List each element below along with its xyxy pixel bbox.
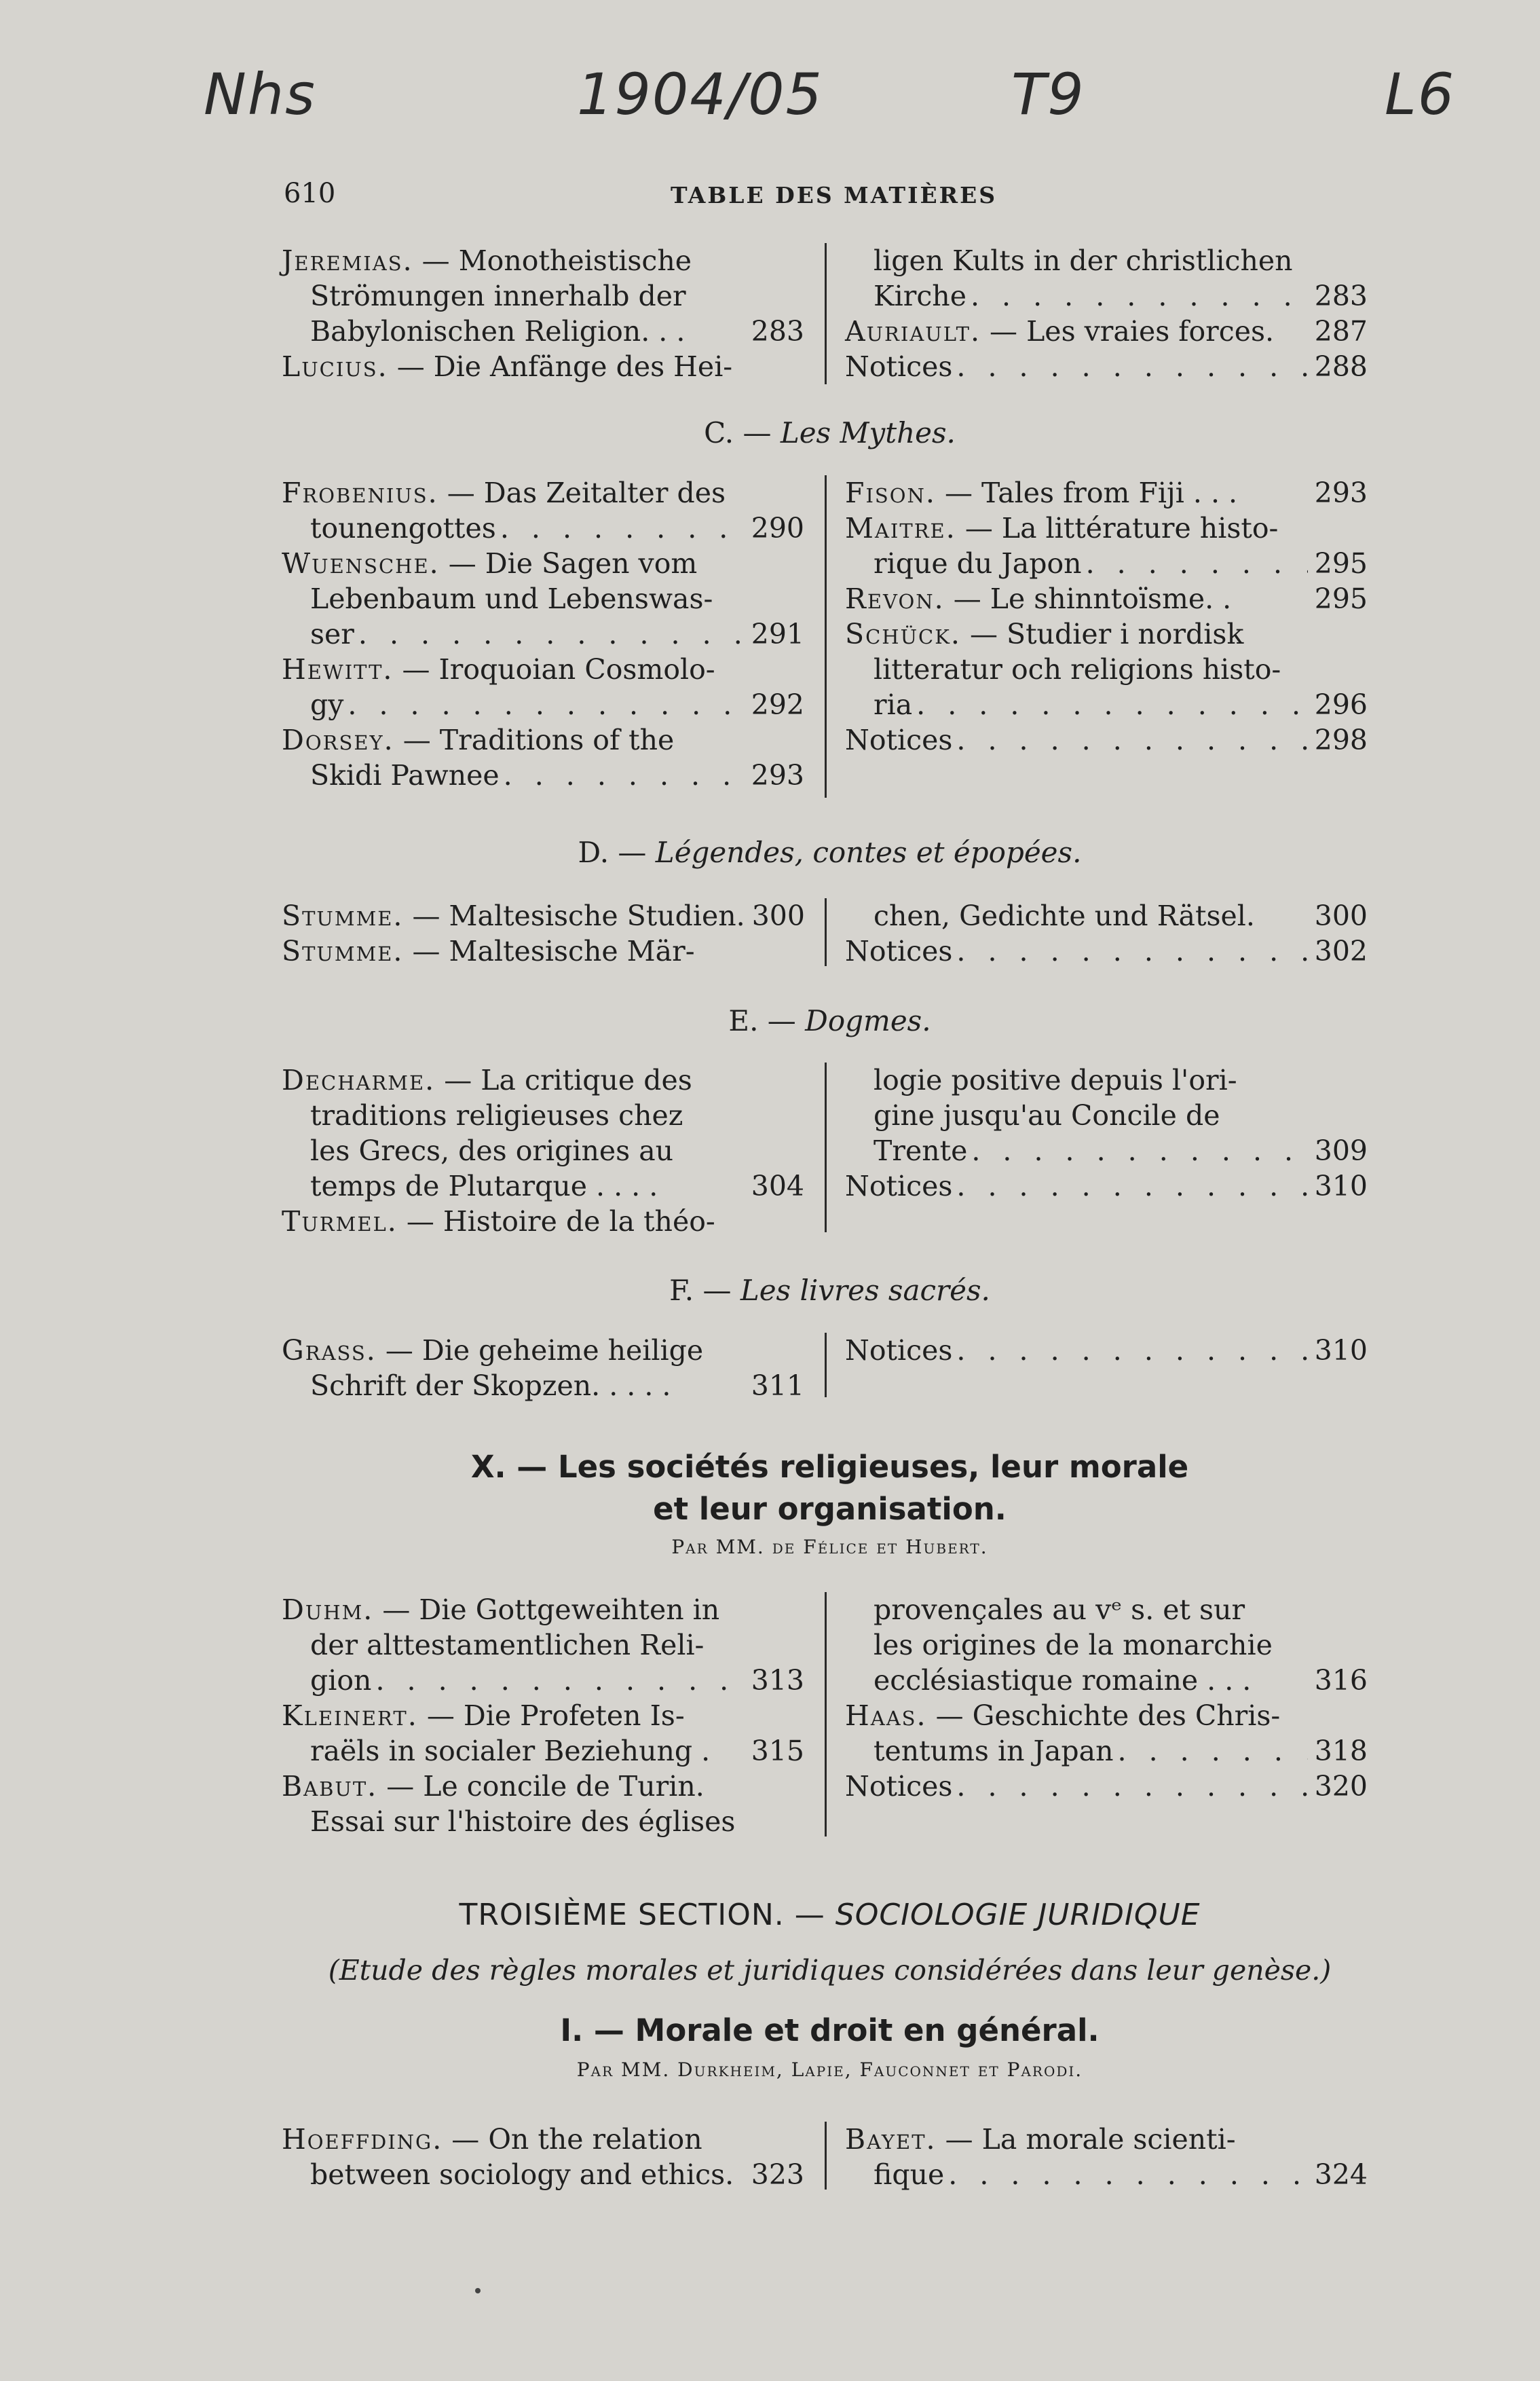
section-e xyxy=(282,1063,1378,1242)
toc-entry: Notices . . . 298 xyxy=(845,722,1368,758)
toc-entry: Stumme. — Maltesische Studien. 300 xyxy=(282,900,805,932)
toc-entry: Maitre. — La littérature histo- rique du Japon . . . 295 xyxy=(845,511,1368,581)
chapter-byline: Par MM. de Félice et Hubert. xyxy=(671,1536,988,1558)
annotation-b: 1904/05 xyxy=(577,61,823,128)
section-c xyxy=(282,475,1378,801)
toc-entry: Notices . . . 310 xyxy=(845,1333,1368,1368)
subsection-heading-d: D. — Légendes, contes et épopées. xyxy=(578,836,1082,869)
toc-entry: Lucius. — Die Anfänge des Hei- xyxy=(282,350,733,383)
toc-entry: Decharme. — La critique des traditions religieuses chez les Grecs, des origines au temps de Plutarque . . . . 304 xyxy=(282,1064,804,1202)
toc-entry: Dorsey. — Traditions of the Skidi Pawnee . . . 293 xyxy=(282,722,804,793)
toc-entry: logie positive depuis l'ori- gine jusqu'au Concile de Trente . . . 309 xyxy=(845,1063,1368,1168)
toc-entry: Hewitt. — Iroquoian Cosmolo- gy . . . 292 xyxy=(282,652,804,722)
toc-entry: Babut. — Le concile de Turin. Essai sur l'histoire des églises xyxy=(282,1770,736,1838)
toc-entry: Fison. — Tales from Fiji . . . 293 xyxy=(845,477,1368,509)
ink-speck xyxy=(475,2288,481,2293)
toc-entry: chen, Gedichte und Rätsel. 300 xyxy=(874,900,1368,932)
toc-entry: Wuensche. — Die Sagen vom Lebenbaum und Lebenswas- ser . . . 291 xyxy=(282,546,804,652)
toc-entry: Notices . . . 320 xyxy=(845,1769,1368,1804)
subsection-heading-f: F. — Les livres sacrés. xyxy=(669,1274,990,1307)
chapter-title-i: I. — Morale et droit en général. xyxy=(560,2012,1100,2048)
third-section-subtitle: (Etude des règles morales et juridiques considérées dans leur genèse.) xyxy=(328,1954,1332,1987)
toc-entry: Frobenius. — Das Zeitalter des tounengottes . . . 290 xyxy=(282,475,804,546)
section-f xyxy=(282,1333,1378,1407)
toc-entry: Notices . . . 302 xyxy=(845,934,1368,969)
running-head xyxy=(284,178,1376,212)
section-b-continued xyxy=(282,243,1378,386)
toc-entry: Kleinert. — Die Profeten Is- raëls in socialer Beziehung . 315 xyxy=(282,1699,804,1767)
toc-entry: Jeremias. — Monotheistische Strömungen innerhalb der Babylonischen Religion. . . 283 xyxy=(282,244,804,348)
chapter-title-line-2: et leur organisation. xyxy=(653,1491,1007,1527)
chapter-title-line-1: X. — Les sociétés religieuses, leur morale xyxy=(470,1449,1189,1485)
section-x-heading xyxy=(282,1446,1378,1558)
subsection-heading-e: E. — Dogmes. xyxy=(728,1004,931,1037)
toc-entry: Notices . . . 288 xyxy=(845,349,1368,384)
toc-entry: ligen Kults in der christlichen Kirche . . . 283 xyxy=(845,243,1368,314)
toc-entry: Revon. — Le shinntoïsme. . 295 xyxy=(845,583,1368,615)
running-title: TABLE DES MATIÈRES xyxy=(671,182,998,208)
toc-entry: Haas. — Geschichte des Chris- tentums in Japan . . . 318 xyxy=(845,1698,1368,1769)
chapter-byline-i: Par MM. Durkheim, Lapie, Fauconnet et Parodi. xyxy=(576,2059,1083,2081)
third-section-title: TROISIÈME SECTION. — SOCIOLOGIE JURIDIQUE xyxy=(459,1898,1201,1932)
toc-entry: Turmel. — Histoire de la théo- xyxy=(282,1205,715,1238)
toc-entry: Grass. — Die geheime heilige Schrift der Skopzen. . . . . 311 xyxy=(282,1334,804,1402)
section-d xyxy=(282,898,1378,973)
section-x xyxy=(282,1592,1378,1843)
toc-entry: provençales au vᵉ s. et sur les origines de la monarchie ecclésiastique romaine . . . 316 xyxy=(874,1593,1368,1697)
third-section-heading xyxy=(282,1898,1378,2081)
annotation-d: L6 xyxy=(1385,61,1456,128)
toc-entry: Notices . . . 310 xyxy=(845,1168,1368,1204)
toc-entry: Hoeffding. — On the relation between sociology and ethics. 323 xyxy=(282,2123,804,2191)
section-i xyxy=(282,2122,1378,2196)
toc-entry: Bayet. — La morale scienti- fique . . . 324 xyxy=(845,2122,1368,2192)
toc-entry: Duhm. — Die Gottgeweihten in der alttestamentlichen Reli- gion . . . 313 xyxy=(282,1592,804,1698)
toc-entry: Stumme. — Maltesische Mär- xyxy=(282,935,695,967)
toc-entry: Auriault. — Les vraies forces. 287 xyxy=(845,315,1368,348)
subsection-heading-c: C. — Les Mythes. xyxy=(704,416,956,449)
annotation-a: Nhs xyxy=(204,61,316,128)
annotation-c: T9 xyxy=(1011,61,1085,128)
toc-entry: Schück. — Studier i nordisk litteratur och religions histo- ria . . . 296 xyxy=(845,616,1368,722)
page-number: 610 xyxy=(284,178,336,209)
